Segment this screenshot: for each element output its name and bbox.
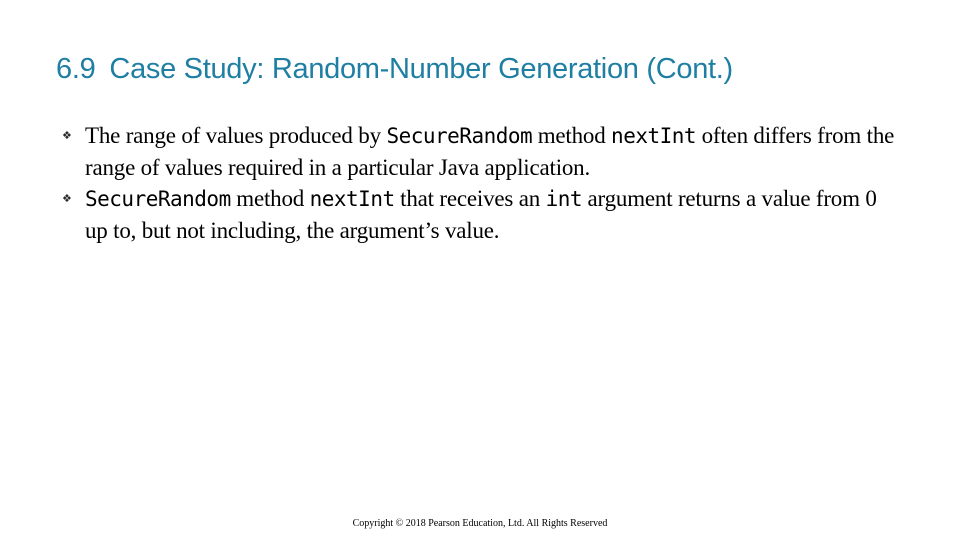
bullet-list (62, 120, 902, 246)
code-secure-random: SecureRandom (85, 187, 231, 211)
four-leaf-bullet-icon: ❖ (62, 129, 72, 142)
section-number: 6.9 (56, 53, 96, 85)
bullet-text-segment: argument returns a value from (582, 186, 866, 211)
title-text: Case Study: Random-Number Generation (Cont.) (109, 53, 733, 85)
code-int: int (545, 187, 582, 211)
bullet-text (85, 186, 877, 243)
bullet-item (62, 120, 902, 183)
slide-title (56, 50, 733, 88)
four-leaf-bullet-icon: ❖ (62, 192, 72, 205)
bullet-text-segment: The range of values produced by (85, 123, 387, 148)
bullet-text-segment: method (532, 123, 612, 148)
bullet-text-segment: often differs from the range of values required in a particular Java application. (85, 123, 895, 180)
code-secure-random: SecureRandom (386, 124, 533, 148)
code-next-int: nextInt (611, 124, 697, 148)
bullet-text-segment: method (230, 186, 310, 211)
bullet-text-segment: that receives an (394, 186, 546, 211)
bullet-item (62, 183, 902, 246)
value-zero: 0 (865, 186, 877, 211)
copyright-footer: Copyright © 2018 Pearson Education, Ltd. All Rights Reserved (352, 518, 608, 529)
bullet-text-segment: up to, but not including, the argument’s value. (85, 218, 500, 243)
bullet-text (85, 123, 894, 180)
code-next-int: nextInt (309, 187, 395, 211)
